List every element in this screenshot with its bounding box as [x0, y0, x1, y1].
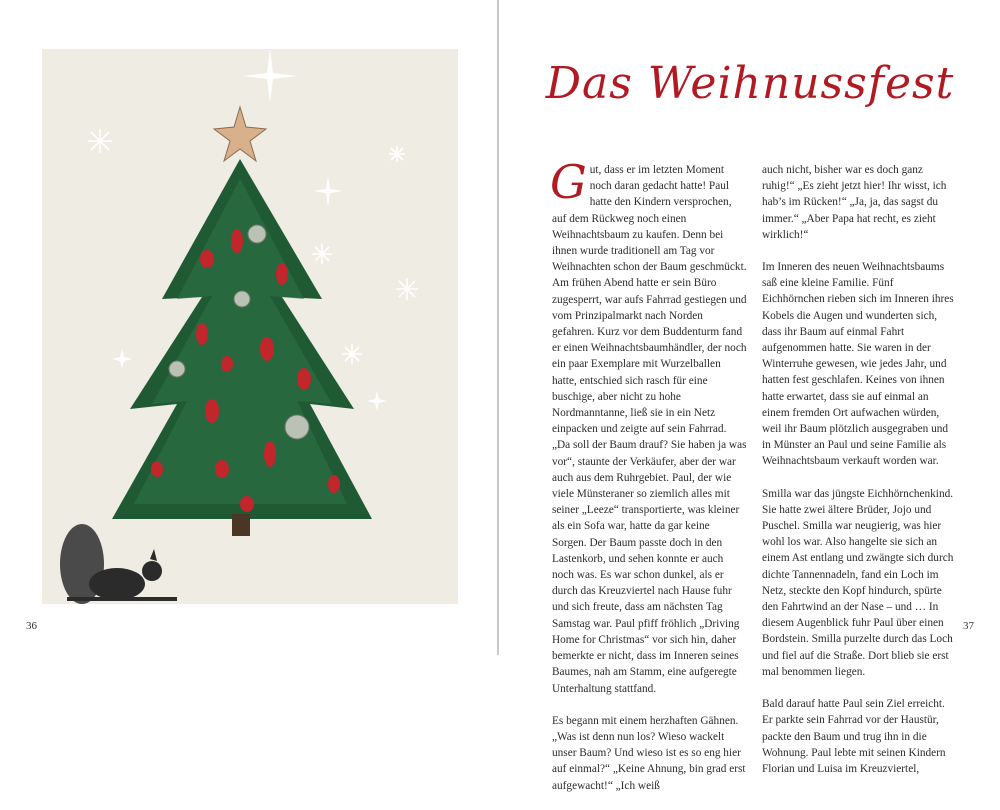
page-number-right: 37: [963, 620, 974, 632]
book-gutter: [497, 0, 499, 655]
text-column-2: [762, 162, 957, 793]
paragraph: Smilla war das jüngste Eichhörnchenkind. Sie hatte zwei ältere Brüder, Jojo und Puschel. Smilla war neugierig, was hier wohl los war. Also hangelte sie sich an einem Ast entlang und zwängte sich durch dichte Tannennadeln, fand ein Loch im Netz, steckte den Kopf hindurch, spürte den Fahrtwind an der Nase – und … In diesem Augenblick fuhr Paul über einen Bordstein. Smilla purzelte durch das Loch und fiel auf die Straße. Dort blieb sie erst mal benommen liegen.: [762, 487, 954, 678]
drop-cap: G: [550, 155, 587, 209]
left-page: [0, 0, 498, 655]
chapter-title: Das Weihnussfest: [545, 58, 955, 109]
tree-drawing: [42, 49, 458, 604]
page-number-left: 36: [26, 620, 37, 632]
paragraph: Bald darauf hatte Paul sein Ziel erreicht. Er parkte sein Fahrrad vor der Haustür, packte den Baum und trug ihn in die Wohnung. Paul lebte mit seinen Kindern Florian und Luisa im Kreuzviertel,: [762, 698, 946, 775]
star-icon: [214, 107, 266, 161]
paragraph: Im Inneren des neuen Weihnachtsbaums saß eine kleine Familie. Fünf Eichhörnchen rieben sich im Inneren ihres Kobels die Augen und wunderten sich, dass ihr Baum auf einmal Fahrt aufgenommen hatte. Sie waren in der Winterruhe gewesen, wie jedes Jahr, und hatten fest geschlafen. Keines von ihnen hatte erwartet, dass sie auf einmal an einem fremden Ort aufwachen würden, weil ihr Baum plötzlich ausgegraben und in Münster an Paul und seine Familie als Weihnachtsbaum verkauft worden war.: [762, 261, 954, 468]
squirrel-icon: [60, 524, 177, 604]
paragraph: Es begann mit einem herzhaften Gähnen. „Was ist denn nun los? Wieso wackelt unser Baum? Und wieso ist es so eng hier auf einmal?“ „Keine Ahnung, bin grad erst aufgewacht!“ „Ich weiß: [552, 714, 746, 792]
christmas-tree-illustration: [42, 49, 458, 604]
paragraph: auch nicht, bisher war es doch ganz ruhig!“ „Es zieht jetzt hier! Ihr wisst, ich hab’s im Rücken!“ „Ja, ja, das sagst du immer.“ „Aber Papa hat recht, es zieht wirklich!“: [762, 164, 947, 241]
paragraph: [550, 155, 747, 697]
right-page: [500, 0, 1000, 792]
text-column-1: [550, 155, 747, 810]
paragraph-text: ut, dass er im letzten Moment noch daran gedacht hatte! Paul hatte den Kindern versprochen, auf dem Rückweg noch einen Weihnachtsbaum zu kaufen. Denn bei ihnen wurde traditionell am Tag vor Weihnachten schon der Baum geschmückt. Am frühen Abend hatte er sein Büro zugesperrt, war aufs Fahrrad gestiegen und vom Prinzipalmarkt nach Norden gefahren. Kurz vor dem Buddenturm fand er einen Weihnachtsbaumhändler, der noch ein paar Exemplare mit Wurzelballen hatte, entschied sich rasch für eine buschige, aber nicht zu hohe Nordmanntanne, ließ sie in ein Netz einpacken und zeigte auf sein Fahrrad. „Da soll der Baum drauf? Sie haben ja was vor“, staunte der Verkäufer, aber der war auch aus dem Ruhrgebiet. Paul, der wie viele Münsteraner so ziemlich alles mit seiner „Leeze“ transportierte, was kleiner als ein Sofa war, hatte da gar keine Sorgen. Der Baum passte doch in den Lastenkorb, und sehen konnte er auch noch was. Es war schon dunkel, als er durch das Kreuzviertel nach Hause fuhr und sich freute, dass am nächsten Tag Samstag war. Paul pfiff fröhlich „Driving Home for Christmas“ vor sich hin, daher bemerkte er nicht, dass im Inneren seines Baumes, nah am Stamm, eine aufgeregte Unterhaltung stattfand.: [552, 164, 747, 695]
